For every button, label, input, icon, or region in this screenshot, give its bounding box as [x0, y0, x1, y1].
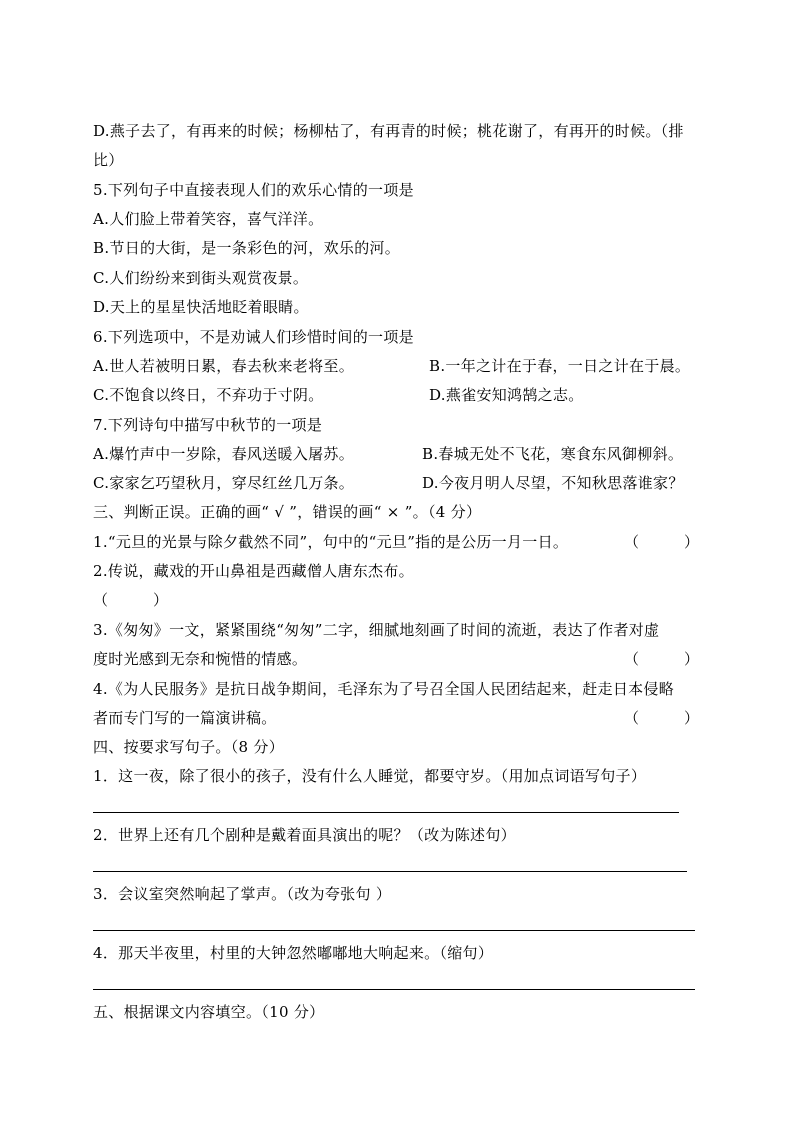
- q6-option-d: D.燕雀安知鸿鹄之志。: [429, 386, 584, 404]
- q6-options-row2: [93, 386, 584, 404]
- section3-title: 三、判断正误。正确的画“ √ ”，错误的画“ × ”。（4 分）: [93, 503, 482, 521]
- judge-item-2-text: 2.传说，藏戏的开山鼻祖是西藏僧人唐东杰布。: [93, 562, 414, 580]
- q6-option-c: C.不饱食以终日，不弃功于寸阴。: [93, 386, 324, 404]
- judge-item-4-line2: 者而专门写的一篇演讲稿。: [93, 709, 277, 727]
- rewrite-item-3-answer-line[interactable]: [93, 930, 695, 931]
- rewrite-item-3: 3．会议室突然响起了掌声。（改为夸张句 ）: [93, 885, 392, 903]
- judge-item-3-answer-blank[interactable]: （ ）: [624, 650, 700, 668]
- judge-item-3-line2: 度时光感到无奈和惋惜的情感。: [93, 650, 308, 668]
- rewrite-item-2-answer-line[interactable]: [93, 871, 687, 872]
- rewrite-item-1: 1．这一夜，除了很小的孩子，没有什么人睡觉，都要守岁。（用加点词语写句子）: [93, 767, 647, 785]
- q5-option-c: C.人们纷纷来到街头观赏夜景。: [93, 269, 309, 287]
- q6-option-a: A.世人若被明日累，春去秋来老将至。: [93, 357, 355, 375]
- rewrite-item-2: 2．世界上还有几个剧种是戴着面具演出的呢？（改为陈述句）: [93, 826, 516, 844]
- section5-title: 五、根据课文内容填空。（10 分）: [93, 1003, 325, 1021]
- judge-item-4-line1: 4.《为人民服务》是抗日战争期间，毛泽东为了号召全国人民团结起来，赶走日本侵略: [93, 680, 675, 698]
- q5-option-a: A.人们脸上带着笑容，喜气洋洋。: [93, 210, 324, 228]
- section4-title: 四、按要求写句子。（8 分）: [93, 738, 285, 756]
- q6-stem: 6.下列选项中，不是劝诫人们珍惜时间的一项是: [93, 328, 414, 346]
- judge-item-4-answer-blank[interactable]: （ ）: [624, 709, 700, 727]
- rewrite-item-4: 4．那天半夜里，村里的大钟忽然嘟嘟地大响起来。（缩句）: [93, 944, 494, 962]
- judge-item-1-answer-blank[interactable]: （ ）: [624, 533, 700, 551]
- rewrite-item-4-answer-line[interactable]: [93, 989, 695, 990]
- q4-option-d-line2: 比）: [93, 151, 124, 169]
- q6-options-row1: [93, 357, 690, 375]
- judge-item-1-text: 1.“元旦的光景与除夕截然不同”，句中的“元旦”指的是公历一月一日。: [93, 533, 569, 551]
- q7-stem: 7.下列诗句中描写中秋节的一项是: [93, 416, 323, 434]
- q7-options-row2: [93, 474, 684, 492]
- q7-option-d: D.今夜月明人尽望，不知秋思落谁家？: [422, 474, 684, 492]
- q4-option-d-line1: D.燕子去了，有再来的时候；杨柳枯了，有再青的时候；桃花谢了，有再开的时候。（排: [93, 122, 684, 140]
- q7-option-a: A.爆竹声中一岁除，春风送暖入屠苏。: [93, 445, 355, 463]
- q5-option-b: B.节日的大街，是一条彩色的河，欢乐的河。: [93, 239, 401, 257]
- q7-option-c: C.家家乞巧望秋月，穿尽红丝几万条。: [93, 474, 355, 492]
- q5-stem: 5.下列句子中直接表现人们的欢乐心情的一项是: [93, 181, 414, 199]
- judge-item-3-line1: 3.《匆匆》一文，紧紧围绕“匆匆”二字，细腻地刻画了时间的流逝，表达了作者对虚: [93, 621, 660, 639]
- q7-option-b: B.春城无处不飞花，寒食东风御柳斜。: [422, 445, 684, 463]
- q7-options-row1: [93, 445, 683, 463]
- q6-option-b: B.一年之计在于春，一日之计在于晨。: [429, 357, 691, 375]
- rewrite-item-1-answer-line[interactable]: [93, 812, 679, 813]
- q5-option-d: D.天上的星星快活地眨着眼睛。: [93, 298, 309, 316]
- judge-item-2-answer-blank[interactable]: （ ）: [93, 591, 169, 609]
